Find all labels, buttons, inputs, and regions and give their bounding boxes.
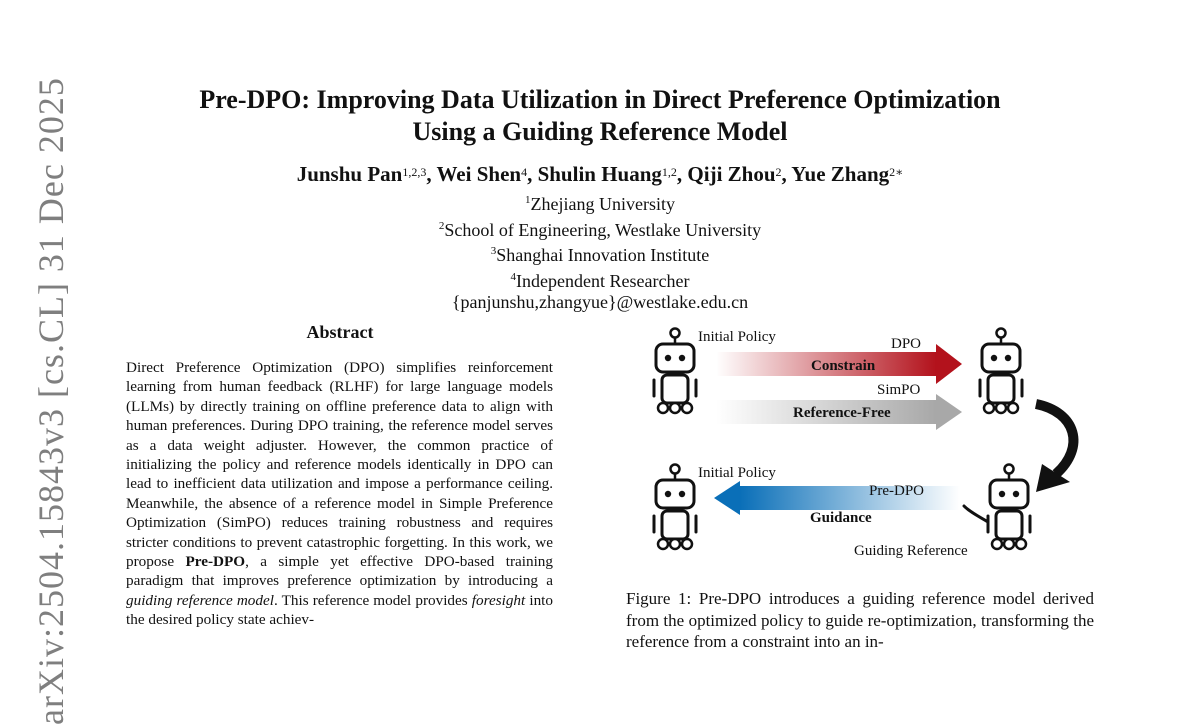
- robot-icon: [654, 465, 696, 550]
- reference-free-label: Reference-Free: [793, 405, 891, 421]
- email-line: {panjunshu,zhangyue}@westlake.edu.cn: [451, 292, 749, 312]
- method-name: Pre-DPO: [185, 553, 246, 571]
- paper-title: [150, 84, 1050, 148]
- author: Qiji Zhou$^2$,: [687, 162, 792, 186]
- guiding-reference-label: Guiding Reference: [854, 543, 968, 559]
- initial-policy-label-top: Initial Policy: [698, 329, 776, 345]
- author-list: [150, 160, 1050, 188]
- affiliation: $^2$School of Engineering, Westlake University: [438, 219, 762, 240]
- pre-dpo-label: Pre-DPO: [869, 483, 924, 499]
- title-line-1: Pre-DPO: Improving Data Utilization in Direct Preference Optimization: [199, 85, 1001, 114]
- dpo-label: DPO: [891, 336, 922, 352]
- robot-icon: [980, 329, 1022, 414]
- author: Junshu Pan$^{1,2,3}$,: [296, 162, 437, 186]
- affiliations: [300, 190, 900, 314]
- affiliation: $^3$Shanghai Innovation Institute: [490, 245, 710, 265]
- curved-arrow-icon: [1036, 404, 1073, 492]
- guidance-label: Guidance: [810, 510, 872, 526]
- author: Wei Shen$^4$,: [436, 162, 538, 186]
- arxiv-side-stamp: arXiv:2504.15843v3 [cs.CL] 31 Dec 2025: [31, 77, 71, 725]
- constrain-label: Constrain: [811, 358, 876, 374]
- robot-icon: [964, 465, 1030, 550]
- author: Yue Zhang$^{2∗}$: [791, 162, 904, 186]
- affiliation: $^1$Zhejiang University: [525, 194, 675, 214]
- affiliation: $^4$Independent Researcher: [510, 270, 690, 291]
- initial-policy-label-bottom: Initial Policy: [698, 465, 776, 481]
- simpo-label: SimPO: [877, 382, 921, 398]
- author: Shulin Huang$^{1,2}$,: [537, 162, 688, 186]
- title-line-2: Using a Guiding Reference Model: [412, 117, 788, 146]
- abstract-heading: Abstract: [306, 322, 374, 342]
- figure-caption: Figure 1: Pre-DPO introduces a guiding reference model derived from the optimized policy to guide re-optimization, transforming the reference from a constraint into an in-: [626, 589, 1094, 651]
- abstract-text: Direct Preference Optimization (DPO) simplifies reinforcement learning from human feedback (RLHF) for large language models (LLMs) by directly training on offline preference data to align with human preferences. During DPO training, the reference model serves as a data weight adjuster. However, the common practice of initializing the policy and reference models identically in DPO can lead to inefficient data utilization and impose a performance ceiling. Meanwhile, the absence of a reference model in Simple Preference Optimization (SimPO) reduces training robustness and requires stricter conditions to prevent catastrophic forgetting. In this work, we propose Pre-DPO, a simple yet effective DPO-based training paradigm that improves preference optimization by introducing a guiding reference model. This reference model provides foresight into the desired policy state achiev-: [126, 359, 553, 629]
- robot-icon: [654, 329, 696, 414]
- figure-1-diagram: [636, 322, 1086, 562]
